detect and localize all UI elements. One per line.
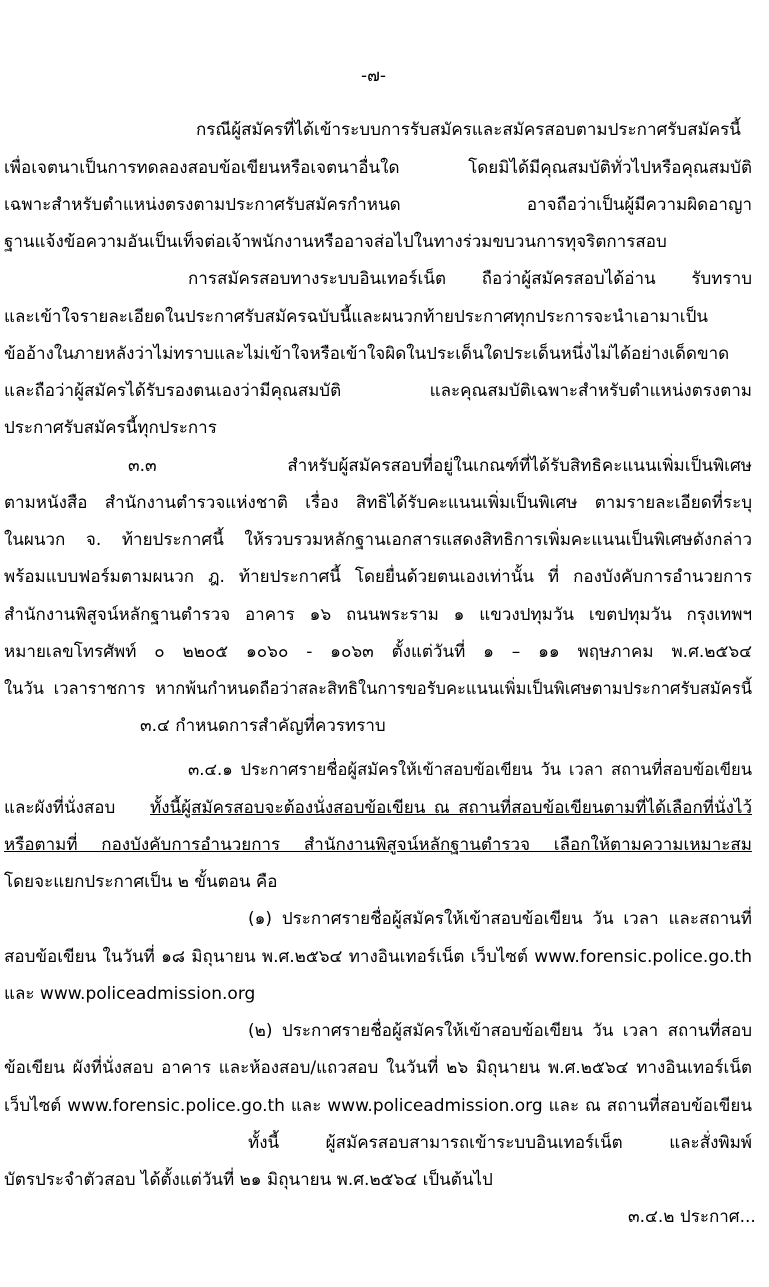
paragraph-line: เพื่อเจตนาเป็นการทดลองสอบข้อเขียนหรือเจตนาอื่นใด โดยมิได้มีคุณสมบัติทั่วไปหรือคุณสมบัติ [4,158,752,178]
list-item-2-line: เว็บไซต์ www.forensic.police.go.th และ www.policeadmission.org และ ณ สถานที่สอบข้อเขียน [4,1096,752,1116]
paragraph-line: เฉพาะสำหรับตำแหน่งตรงตามประกาศรับสมัครกำหนด อาจถือว่าเป็นผู้มีความผิดอาญา [4,195,752,215]
underlined-seat-note-cont: หรือตามที่ กองบังคับการอำนวยการ สำนักงานพิสูจน์หลักฐานตำรวจ เลือกให้ตามความเหมาะสม [4,835,752,855]
paragraph-line: โดยจะแยกประกาศเป็น ๒ ขั้นตอน คือ [4,872,278,892]
section-3-4-1-line: ๓.๔.๑ ประกาศรายชื่อผู้สมัครให้เข้าสอบข้อเขียน วัน เวลา สถานที่สอบข้อเขียน [188,760,752,779]
paragraph-line: พร้อมแบบฟอร์มตามผนวก ฎ. ท้ายประกาศนี้ โดยยื่นด้วยตนเองเท่านั้น ที่ กองบังคับการอำนวยการ [4,567,752,587]
paragraph-line: สำนักงานพิสูจน์หลักฐานตำรวจ อาคาร ๑๖ ถนนพระราม ๑ แขวงปทุมวัน เขตปทุมวัน กรุงเทพฯ [4,605,752,625]
paragraph-line: หมายเลขโทรศัพท์ ๐ ๒๒๐๕ ๑๐๖๐ - ๑๐๖๓ ตั้งแต่วันที่ ๑ – ๑๑ พฤษภาคม พ.ศ.๒๕๖๔ [4,642,752,662]
list-item-2-line: บัตรประจำตัวสอบ ได้ตั้งแต่วันที่ ๒๑ มิถุนายน พ.ศ.๒๕๖๔ เป็นต้นไป [4,1170,493,1190]
list-item-2-line: (๒) ประกาศรายชื่อผู้สมัครให้เข้าสอบข้อเขียน วัน เวลา สถานที่สอบ [248,1021,752,1041]
section-3-3-heading-line: ๓.๓ สำหรับผู้สมัครสอบที่อยู่ในเกณฑ์ที่ได้รับสิทธิคะแนนเพิ่มเป็นพิเศษ [128,456,752,476]
paragraph-line: กรณีผู้สมัครที่ได้เข้าระบบการรับสมัครและสมัครสอบตามประกาศรับสมัครนี้ [196,120,741,140]
paragraph-line: ในวัน เวลาราชการ หากพ้นกำหนดถือว่าสละสิทธิในการขอรับคะแนนเพิ่มเป็นพิเศษตามประกาศรับสมัครนี้ [4,679,752,698]
paragraph-line: ตามหนังสือ สำนักงานตำรวจแห่งชาติ เรื่อง สิทธิได้รับคะแนนเพิ่มเป็นพิเศษ ตามรายละเอียดที่ระบุ [4,493,752,513]
paragraph-line: และถือว่าผู้สมัครได้รับรองตนเองว่ามีคุณสมบัติ และคุณสมบัติเฉพาะสำหรับตำแหน่งตรงตาม [4,381,752,401]
paragraph-line: ประกาศรับสมัครนี้ทุกประการ [4,418,217,438]
paragraph-line-start: และผังที่นั่งสอบ [4,798,116,818]
underlined-seat-note: ทั้งนี้ผู้สมัครสอบจะต้องนั่งสอบข้อเขียน ณ สถานที่สอบข้อเขียนตามที่ได้เลือกที่นั่งไว้ [150,798,752,818]
paragraph-line: และเข้าใจรายละเอียดในประกาศรับสมัครฉบับนี้และผนวกท้ายประกาศทุกประการจะนำเอามาเป็น [4,307,708,327]
list-item-1-line: สอบข้อเขียน ในวันที่ ๑๘ มิถุนายน พ.ศ.๒๕๖๔ ทางอินเทอร์เน็ต เว็บไซต์ www.forensic.police.go.th [4,947,752,967]
paragraph-line: ในผนวก จ. ท้ายประกาศนี้ ให้รวบรวมหลักฐานเอกสารแสดงสิทธิการเพิ่มคะแนนเป็นพิเศษดังกล่าว [4,530,752,550]
paragraph-line: การสมัครสอบทางระบบอินเทอร์เน็ต ถือว่าผู้สมัครสอบได้อ่าน รับทราบ [188,269,752,289]
list-item-1-line: และ www.policeadmission.org [4,984,256,1004]
continuation-catchword: ๓.๔.๒ ประกาศ... [628,1207,756,1227]
section-3-4-heading: ๓.๔ กำหนดการสำคัญที่ควรทราบ [140,716,386,736]
list-item-2-line: ทั้งนี้ ผู้สมัครสอบสามารถเข้าระบบอินเทอร์เน็ต และสั่งพิมพ์ [248,1133,752,1153]
list-item-1-line: (๑) ประกาศรายชื่อผู้สมัครให้เข้าสอบข้อเขียน วัน เวลา และสถานที่ [248,909,752,929]
paragraph-line: ฐานแจ้งข้อความอันเป็นเท็จต่อเจ้าพนักงานหรืออาจส่อไปในทางร่วมขบวนการทุจริตการสอบ [4,232,667,252]
page-number: -๗- [361,66,387,86]
list-item-2-line: ข้อเขียน ผังที่นั่งสอบ อาคาร และห้องสอบ/แถวสอบ ในวันที่ ๒๖ มิถุนายน พ.ศ.๒๕๖๔ ทางอินเทอร์เน็ต [4,1058,752,1078]
paragraph-line: ข้ออ้างในภายหลังว่าไม่ทราบและไม่เข้าใจหรือเข้าใจผิดในประเด็นใดประเด็นหนึ่งไม่ได้อย่างเด็ดขาด [4,344,730,364]
